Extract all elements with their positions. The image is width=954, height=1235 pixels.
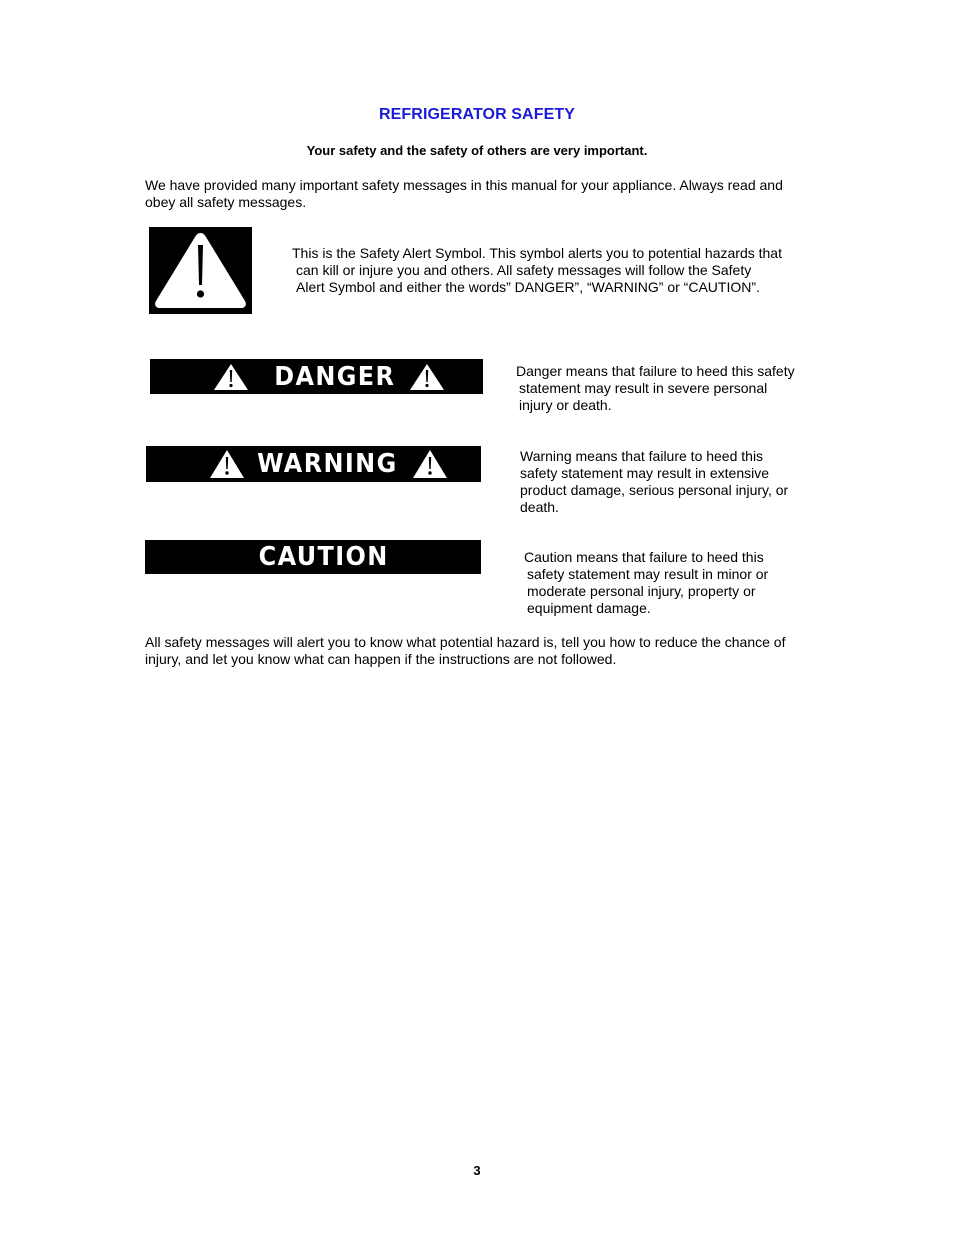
intro-paragraph — [145, 177, 815, 211]
closing-line: All safety messages will alert you to know what potential hazard is, tell you how to reduce the chance of — [145, 634, 786, 650]
page-number: 3 — [473, 1163, 481, 1178]
intro-line: We have provided many important safety messages in this manual for your appliance. Always read and — [145, 177, 783, 193]
page-subtitle: Your safety and the safety of others are very important. — [306, 143, 648, 158]
caution-line: moderate personal injury, property or — [527, 583, 756, 599]
caution-description — [524, 549, 824, 617]
warning-triangle-icon — [412, 449, 448, 479]
caution-banner — [145, 540, 481, 574]
danger-label: DANGER — [274, 361, 396, 392]
warning-line: death. — [520, 499, 559, 515]
danger-description — [516, 363, 816, 414]
warning-line: Warning means that failure to heed this — [520, 448, 764, 464]
caution-line: Caution means that failure to heed this — [524, 549, 764, 565]
caution-line: safety statement may result in minor or — [527, 566, 769, 582]
danger-line: statement may result in severe personal — [519, 380, 768, 396]
danger-line: injury or death. — [519, 397, 612, 413]
danger-banner — [150, 359, 483, 394]
danger-line: Danger means that failure to heed this safety — [516, 363, 795, 379]
caution-line: equipment damage. — [527, 600, 651, 616]
warning-triangle-icon — [213, 363, 249, 391]
closing-paragraph — [145, 634, 815, 668]
closing-line: injury, and let you know what can happen if the instructions are not followed. — [145, 651, 617, 667]
warning-description — [520, 448, 820, 516]
warning-triangle-icon — [149, 227, 252, 314]
intro-line: obey all safety messages. — [145, 194, 307, 210]
safety-alert-line: Alert Symbol and either the words” DANGER”, “WARNING” or “CAUTION”. — [296, 279, 760, 295]
warning-triangle-icon — [209, 449, 245, 479]
caution-label: CAUTION — [258, 542, 389, 572]
warning-line: product damage, serious personal injury, or — [520, 482, 789, 498]
warning-label: WARNING — [257, 449, 398, 479]
warning-banner — [146, 446, 481, 482]
page-title: REFRIGERATOR SAFETY — [379, 106, 575, 123]
safety-alert-line: can kill or injure you and others. All safety messages will follow the Safety — [296, 262, 752, 278]
safety-alert-line: This is the Safety Alert Symbol. This symbol alerts you to potential hazards that — [292, 245, 782, 261]
safety-alert-description — [292, 245, 812, 296]
safety-alert-symbol — [149, 227, 252, 314]
warning-triangle-icon — [409, 363, 445, 391]
warning-line: safety statement may result in extensive — [520, 465, 769, 481]
